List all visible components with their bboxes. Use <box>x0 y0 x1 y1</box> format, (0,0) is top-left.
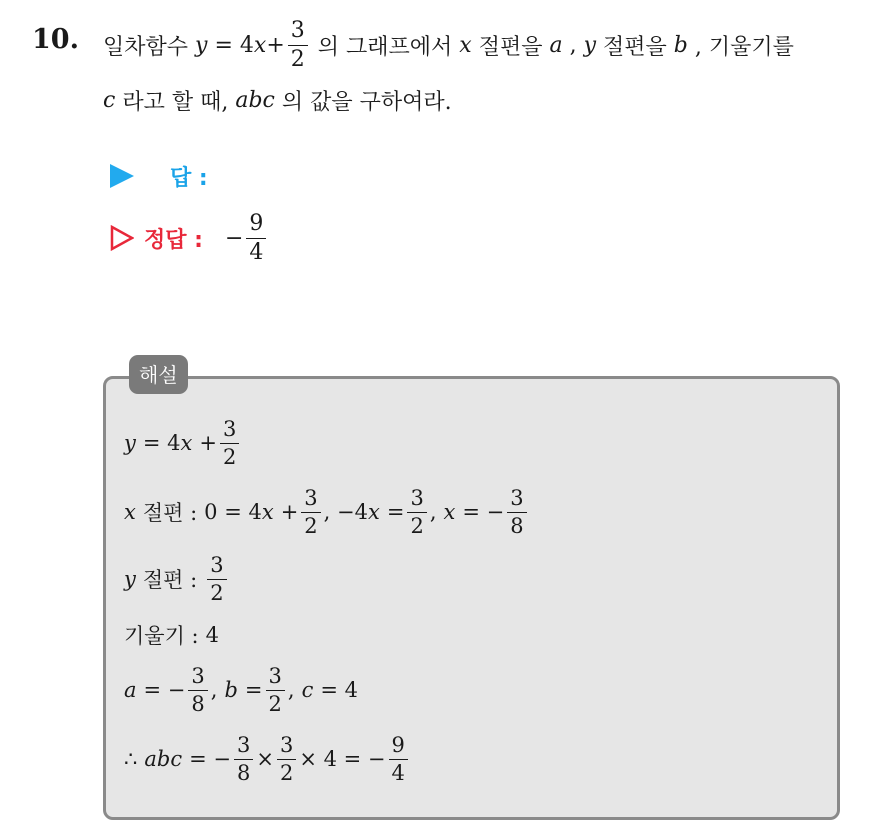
math-var: x <box>261 500 274 524</box>
math-op: = − <box>189 747 231 771</box>
denominator: 2 <box>288 45 308 71</box>
math-var: y <box>124 567 136 591</box>
question-line-1 <box>103 12 794 78</box>
numerator: 3 <box>410 485 424 510</box>
denominator: 8 <box>188 690 207 715</box>
question-line-2 <box>103 82 452 118</box>
denominator: 2 <box>266 690 285 715</box>
numerator: 3 <box>290 17 305 43</box>
fraction <box>277 732 296 785</box>
math-var: a <box>549 32 563 58</box>
math-op: × 4 = − <box>299 747 386 771</box>
solution-text: 절편 : <box>142 568 198 592</box>
math-var: b <box>224 678 238 702</box>
math-var: y <box>195 32 208 58</box>
question-text: 의 그래프에서 <box>317 34 453 60</box>
question-number: 10. <box>32 24 79 55</box>
solution-line-3 <box>124 548 230 610</box>
correct-answer-value <box>224 210 269 265</box>
fraction <box>207 552 226 605</box>
math-var: y <box>124 431 136 455</box>
fraction <box>234 732 253 785</box>
question-text: , 기울기를 <box>694 34 794 60</box>
math-op: = 4 <box>214 32 254 58</box>
math-op: , <box>287 678 295 702</box>
numerator: 9 <box>249 210 264 236</box>
math-var: abc <box>144 747 183 771</box>
fraction <box>266 663 285 716</box>
solution-line-6 <box>124 727 411 791</box>
solution-line-4 <box>124 618 219 652</box>
math-var: c <box>103 87 116 113</box>
math-op: = 4 <box>320 678 358 702</box>
math-op: 0 = 4 <box>204 500 262 524</box>
math-var: x <box>443 500 456 524</box>
math-op: − <box>224 225 244 251</box>
math-var: a <box>124 678 137 702</box>
numerator: 3 <box>279 732 294 757</box>
answer-row <box>110 158 208 194</box>
fraction <box>507 485 526 538</box>
math-var: x <box>367 500 380 524</box>
math-op: = − <box>143 678 186 702</box>
numerator: 3 <box>210 552 224 577</box>
fraction <box>288 17 308 72</box>
math-value: 4 <box>205 623 219 647</box>
math-var: b <box>673 32 688 58</box>
solution-line-5 <box>124 659 358 721</box>
question-text: , <box>569 32 577 58</box>
math-op: = <box>386 500 405 524</box>
math-var: x <box>180 431 193 455</box>
math-var: abc <box>235 87 275 113</box>
question-text: 절편을 <box>478 34 543 60</box>
denominator: 2 <box>207 579 226 604</box>
denominator: 4 <box>246 238 266 264</box>
denominator: 8 <box>234 759 253 784</box>
numerator: 3 <box>304 485 318 510</box>
fraction <box>389 732 408 785</box>
numerator: 3 <box>191 663 205 688</box>
math-op: + <box>266 32 285 58</box>
denominator: 4 <box>389 759 408 784</box>
math-var: y <box>583 32 597 58</box>
correct-answer-label: 정답 : <box>144 227 203 253</box>
question-text: 절편을 <box>603 34 667 60</box>
numerator: 3 <box>236 732 251 757</box>
therefore-icon: ∴ <box>124 747 138 771</box>
math-var: c <box>301 678 314 702</box>
numerator: 3 <box>268 663 282 688</box>
math-var: x <box>459 32 472 58</box>
correct-answer-row <box>110 206 269 270</box>
denominator: 2 <box>301 512 320 537</box>
math-op: = 4 <box>142 431 181 455</box>
question-text: 라고 할 때, <box>122 89 229 115</box>
solution-text: 기울기 : <box>124 624 199 648</box>
math-op: × <box>256 747 274 771</box>
math-op: + <box>280 500 299 524</box>
math-var: x <box>124 500 136 524</box>
outline-triangle-icon <box>110 225 134 251</box>
denominator: 8 <box>507 512 526 537</box>
math-op: , −4 <box>323 500 368 524</box>
math-op: + <box>199 431 217 455</box>
fraction <box>220 416 239 469</box>
filled-triangle-icon <box>110 164 134 188</box>
math-op: , <box>210 678 218 702</box>
solution-text: 절편 : <box>142 501 198 525</box>
numerator: 3 <box>222 416 237 441</box>
denominator: 2 <box>220 443 239 468</box>
fraction <box>246 210 266 265</box>
fraction <box>188 663 207 716</box>
math-op: , <box>429 500 437 524</box>
math-var: x <box>253 32 267 58</box>
solution-tag: 해설 <box>129 355 188 394</box>
question-text: 일차함수 <box>103 34 189 60</box>
fraction <box>301 485 320 538</box>
math-op: = <box>244 678 263 702</box>
denominator: 2 <box>277 759 296 784</box>
fraction <box>407 485 426 538</box>
question-text: 의 값을 구하여라. <box>281 89 452 115</box>
denominator: 2 <box>407 512 426 537</box>
solution-line-1 <box>124 412 242 474</box>
math-op: = − <box>462 500 505 524</box>
numerator: 3 <box>510 485 524 510</box>
numerator: 9 <box>391 732 405 757</box>
answer-label: 답 : <box>170 165 208 191</box>
solution-line-2 <box>124 481 530 543</box>
